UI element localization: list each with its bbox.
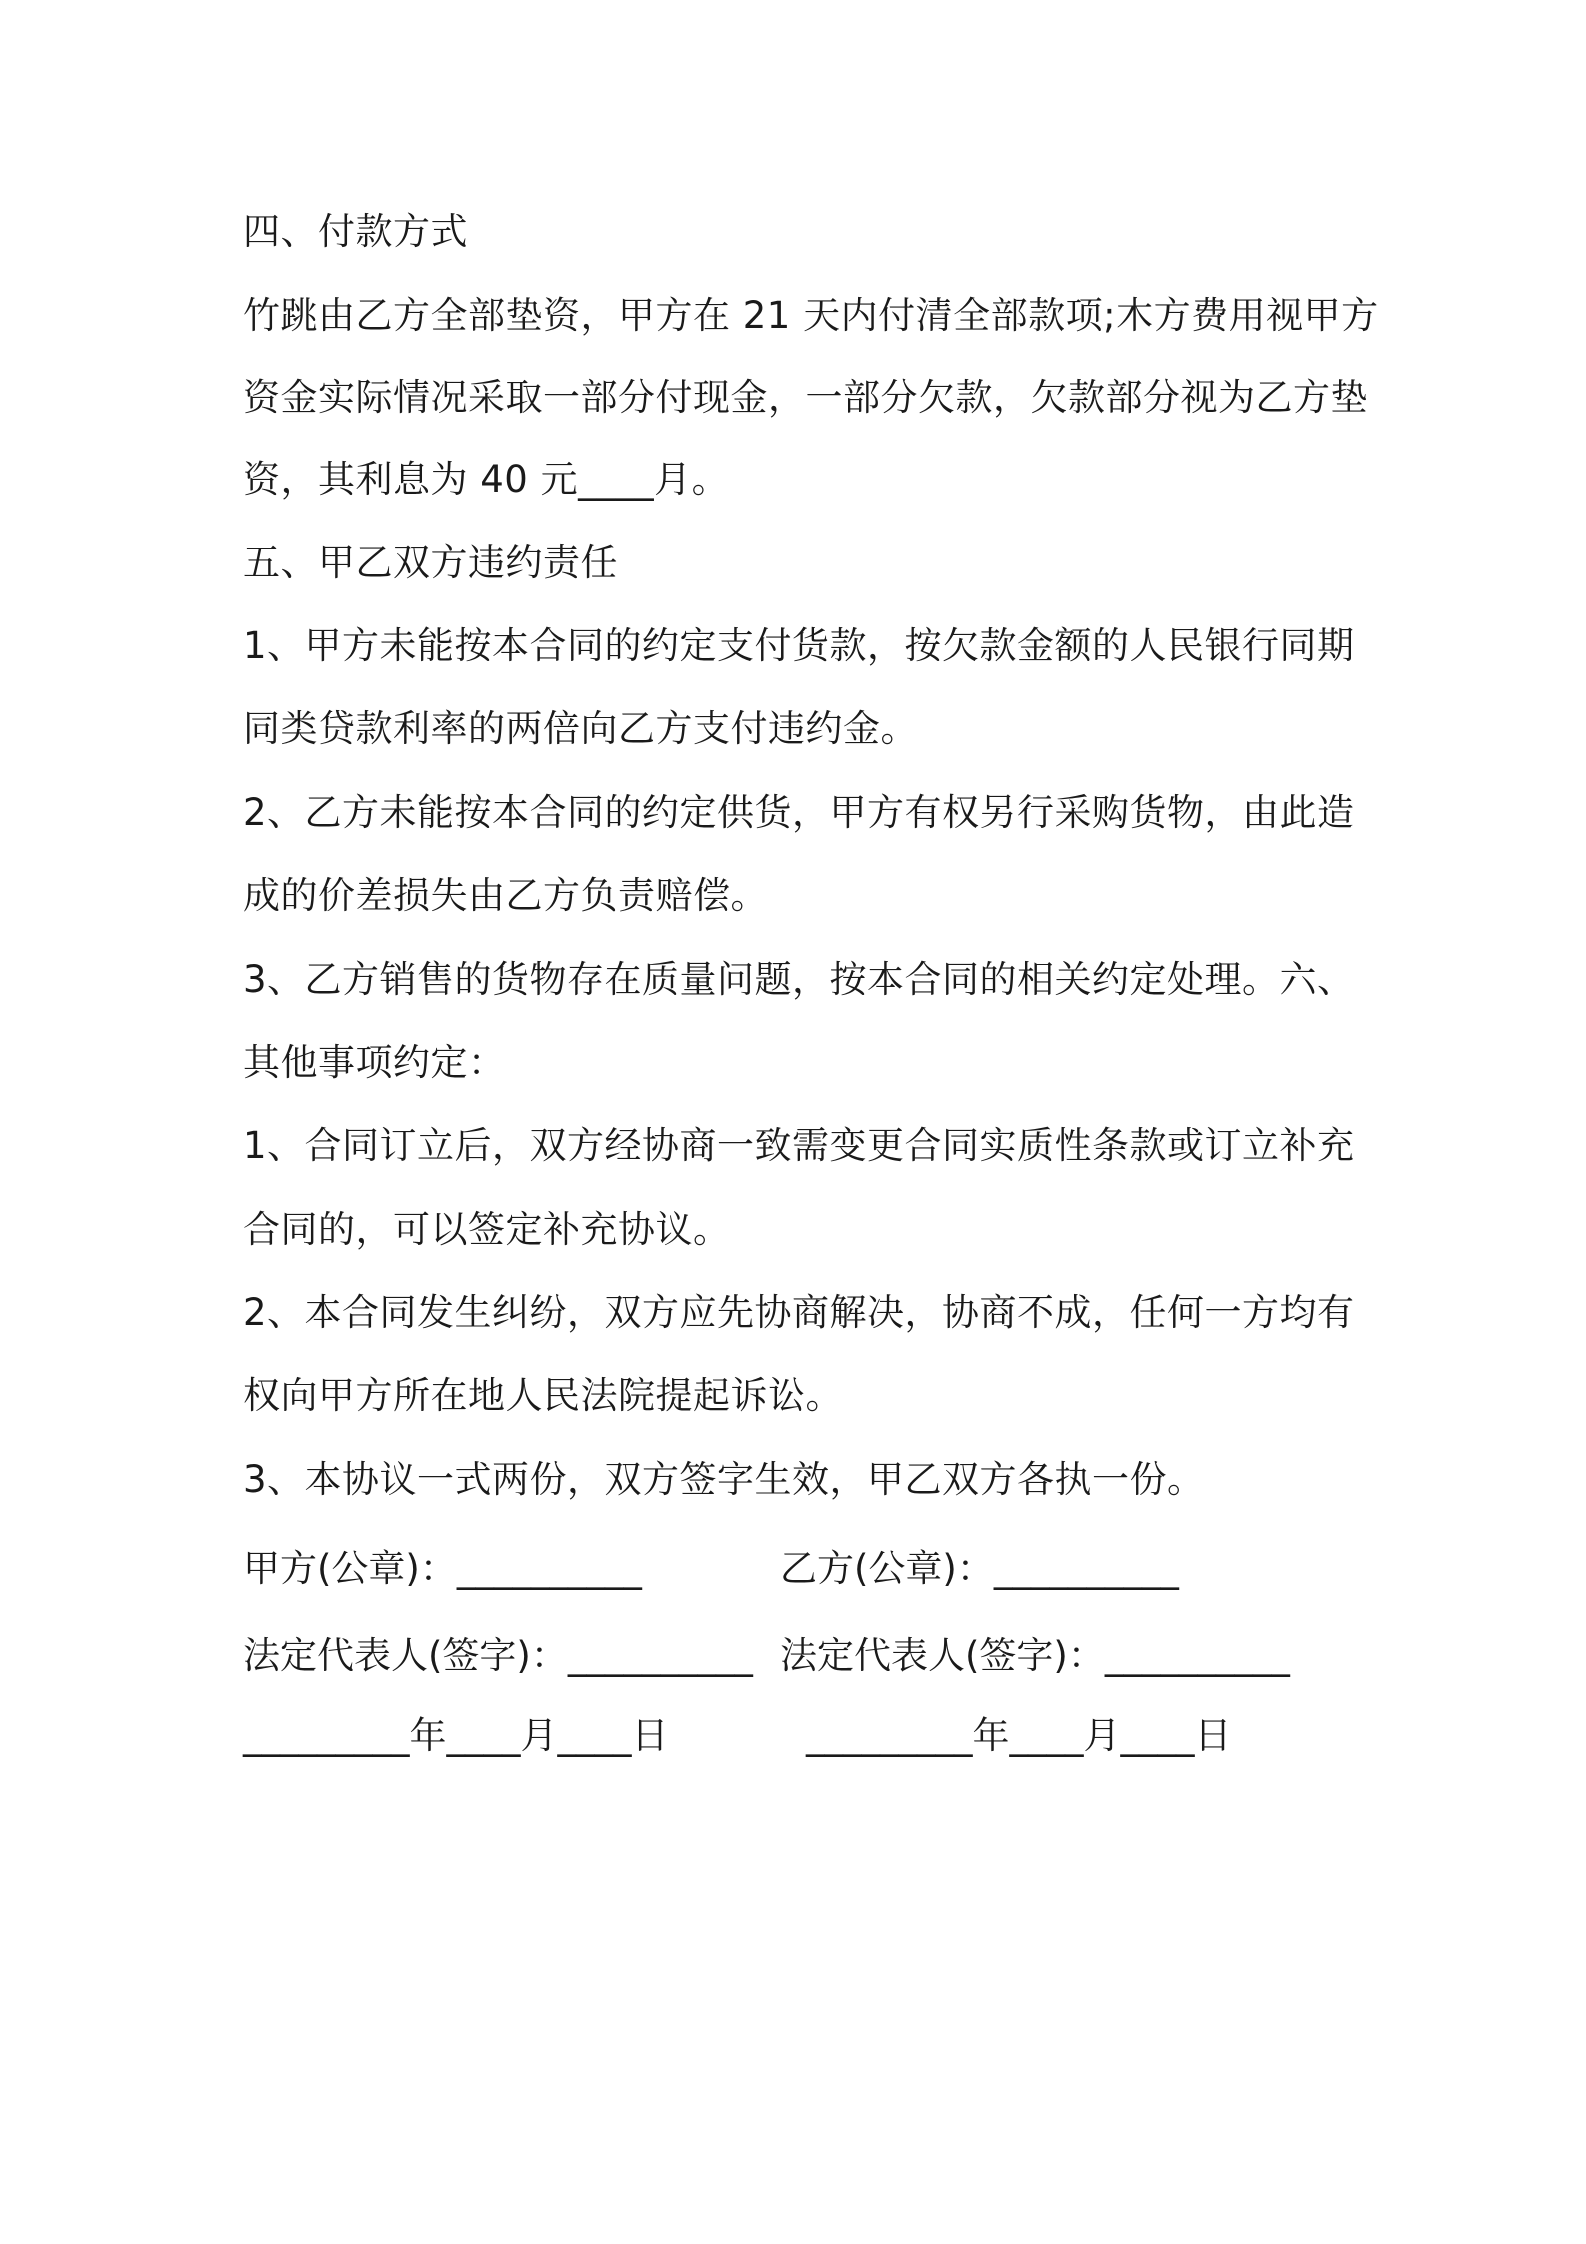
section-4-line-3: 资，其利息为 40 元____月。 — [243, 458, 730, 501]
section-5-line-6: 其他事项约定： — [243, 1041, 506, 1084]
section-5-line-4: 成的价差损失由乙方负责赔偿。 — [243, 874, 768, 917]
party-a-date-field: _________年____月____日 — [243, 1714, 669, 1757]
section-6-line-4: 权向甲方所在地人民法院提起诉讼。 — [243, 1374, 843, 1417]
section-5-heading: 五、甲乙双方违约责任 — [243, 541, 618, 584]
section-5-line-2: 同类贷款利率的两倍向乙方支付违约金。 — [243, 707, 918, 750]
party-b-representative-field: 法定代表人(签字)：__________ — [780, 1634, 1290, 1677]
section-6-line-5: 3、本协议一式两份，双方签字生效，甲乙双方各执一份。 — [243, 1458, 1205, 1501]
section-5-line-5: 3、乙方销售的货物存在质量问题，按本合同的相关约定处理。六、 — [243, 958, 1355, 1001]
party-b-seal-field: 乙方(公章)：__________ — [780, 1547, 1179, 1590]
section-6-line-1: 1、合同订立后，双方经协商一致需变更合同实质性条款或订立补充 — [243, 1124, 1355, 1167]
section-5-line-1: 1、甲方未能按本合同的约定支付货款，按欠款金额的人民银行同期 — [243, 624, 1355, 667]
section-6-line-3: 2、本合同发生纠纷，双方应先协商解决，协商不成，任何一方均有 — [243, 1291, 1355, 1334]
section-4-line-1: 竹跳由乙方全部垫资，甲方在 21 天内付清全部款项;木方费用视甲方 — [243, 294, 1379, 337]
party-a-representative-field: 法定代表人(签字)：__________ — [243, 1634, 753, 1677]
section-4-line-2: 资金实际情况采取一部分付现金，一部分欠款，欠款部分视为乙方垫 — [243, 376, 1368, 419]
section-5-line-3: 2、乙方未能按本合同的约定供货，甲方有权另行采购货物，由此造 — [243, 791, 1355, 834]
party-a-seal-field: 甲方(公章)：__________ — [243, 1547, 642, 1590]
section-6-line-2: 合同的，可以签定补充协议。 — [243, 1208, 731, 1251]
section-4-heading: 四、付款方式 — [243, 210, 468, 253]
party-b-date-field: _________年____月____日 — [806, 1714, 1232, 1757]
